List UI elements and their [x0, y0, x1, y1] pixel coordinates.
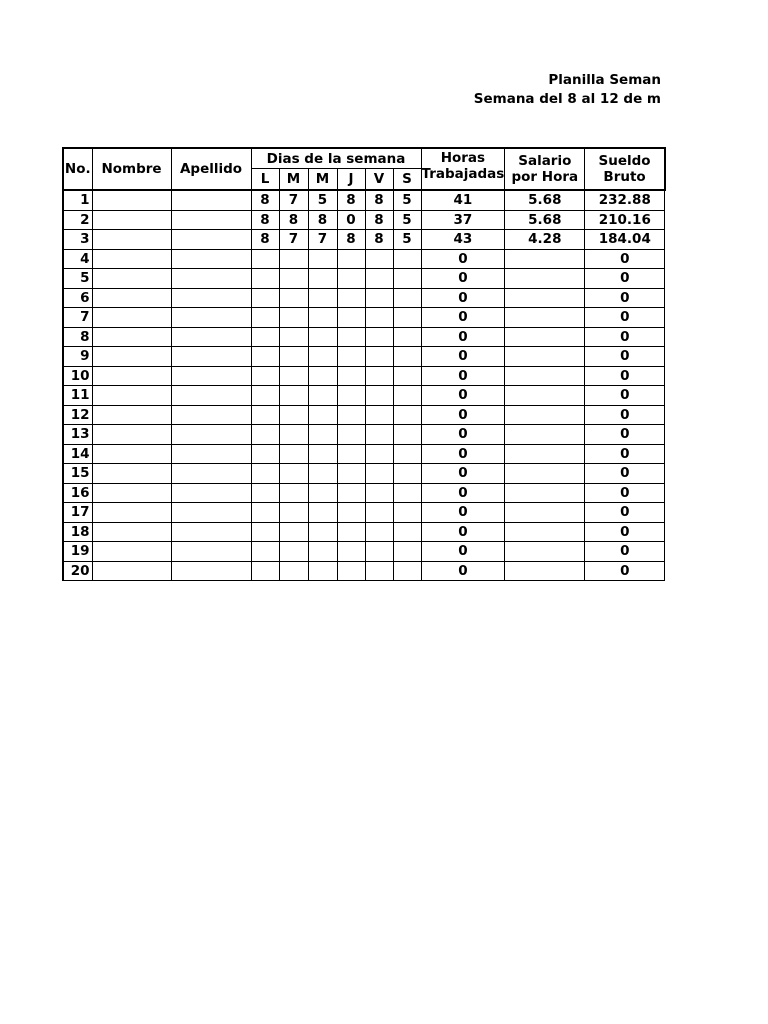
cell-day-lunes[interactable] [251, 425, 279, 445]
cell-day-viernes[interactable] [365, 483, 393, 503]
cell-nombre[interactable] [92, 522, 171, 542]
cell-day-martes[interactable] [279, 366, 308, 386]
cell-day-viernes[interactable] [365, 288, 393, 308]
cell-day-sabado[interactable] [393, 347, 421, 367]
table-row [63, 269, 665, 289]
cell-apellido[interactable] [171, 249, 251, 269]
cell-apellido[interactable] [171, 483, 251, 503]
cell-no: 20 [63, 561, 92, 581]
cell-apellido[interactable] [171, 405, 251, 425]
cell-day-jueves[interactable] [337, 249, 365, 269]
cell-day-martes[interactable] [279, 288, 308, 308]
cell-sueldo: 0 [585, 464, 665, 484]
cell-day-lunes[interactable] [251, 288, 279, 308]
cell-no: 16 [63, 483, 92, 503]
cell-day-viernes[interactable] [365, 269, 393, 289]
cell-salario[interactable] [505, 542, 585, 562]
table-row [63, 249, 665, 269]
cell-apellido[interactable] [171, 327, 251, 347]
cell-day-lunes[interactable] [251, 522, 279, 542]
cell-no: 6 [63, 288, 92, 308]
cell-horas: 0 [421, 405, 505, 425]
cell-salario[interactable] [505, 503, 585, 523]
table-row [63, 503, 665, 523]
cell-day-lunes[interactable] [251, 561, 279, 581]
cell-day-lunes[interactable] [251, 503, 279, 523]
cell-sueldo: 0 [585, 503, 665, 523]
cell-day-jueves[interactable] [337, 561, 365, 581]
cell-no: 7 [63, 308, 92, 328]
cell-day-viernes[interactable] [365, 405, 393, 425]
cell-nombre[interactable] [92, 444, 171, 464]
header-day-lunes: L [251, 169, 279, 191]
cell-apellido[interactable] [171, 561, 251, 581]
cell-no: 4 [63, 249, 92, 269]
cell-day-lunes[interactable] [251, 386, 279, 406]
cell-horas: 0 [421, 249, 505, 269]
cell-apellido[interactable] [171, 288, 251, 308]
cell-salario[interactable] [505, 288, 585, 308]
cell-apellido[interactable] [171, 542, 251, 562]
cell-day-martes[interactable] [279, 249, 308, 269]
cell-day-sabado[interactable] [393, 327, 421, 347]
cell-day-jueves[interactable] [337, 308, 365, 328]
cell-sueldo: 0 [585, 308, 665, 328]
table-row [63, 288, 665, 308]
cell-day-lunes[interactable] [251, 249, 279, 269]
cell-day-martes[interactable] [279, 425, 308, 445]
cell-no: 10 [63, 366, 92, 386]
cell-no: 11 [63, 386, 92, 406]
cell-salario[interactable] [505, 522, 585, 542]
cell-day-martes[interactable] [279, 308, 308, 328]
table-row [63, 405, 665, 425]
cell-apellido[interactable] [171, 347, 251, 367]
sheet-subtitle: Semana del 8 al 12 de m [473, 91, 661, 107]
table-row [63, 386, 665, 406]
cell-day-lunes[interactable] [251, 308, 279, 328]
cell-day-miercoles[interactable] [308, 542, 337, 562]
cell-day-sabado[interactable]: 5 [393, 230, 421, 250]
cell-day-miercoles[interactable] [308, 561, 337, 581]
table-row [63, 210, 665, 230]
cell-salario[interactable] [505, 483, 585, 503]
cell-day-sabado[interactable] [393, 561, 421, 581]
cell-day-martes[interactable] [279, 269, 308, 289]
cell-day-sabado[interactable] [393, 288, 421, 308]
cell-day-lunes[interactable] [251, 366, 279, 386]
cell-day-sabado[interactable]: 5 [393, 210, 421, 230]
cell-no: 9 [63, 347, 92, 367]
cell-day-sabado[interactable] [393, 522, 421, 542]
table-row [63, 542, 665, 562]
table-row [63, 425, 665, 445]
cell-sueldo: 184.04 [585, 230, 665, 250]
cell-horas: 0 [421, 444, 505, 464]
cell-no: 2 [63, 210, 92, 230]
cell-nombre[interactable] [92, 503, 171, 523]
cell-day-sabado[interactable] [393, 503, 421, 523]
cell-horas: 0 [421, 522, 505, 542]
table-row [63, 366, 665, 386]
cell-day-miercoles[interactable] [308, 327, 337, 347]
table-row [63, 308, 665, 328]
cell-day-sabado[interactable]: 5 [393, 190, 421, 210]
cell-day-viernes[interactable] [365, 366, 393, 386]
cell-day-miercoles[interactable] [308, 386, 337, 406]
cell-day-lunes[interactable] [251, 269, 279, 289]
sheet-title: Planilla Seman [548, 72, 661, 88]
cell-horas: 43 [421, 230, 505, 250]
cell-sueldo: 0 [585, 425, 665, 445]
cell-day-jueves[interactable] [337, 366, 365, 386]
cell-day-lunes[interactable] [251, 444, 279, 464]
cell-no: 17 [63, 503, 92, 523]
cell-no: 8 [63, 327, 92, 347]
cell-sueldo: 0 [585, 269, 665, 289]
cell-day-lunes[interactable] [251, 483, 279, 503]
cell-day-jueves[interactable] [337, 483, 365, 503]
cell-day-lunes[interactable] [251, 464, 279, 484]
cell-apellido[interactable] [171, 308, 251, 328]
payroll-table [62, 147, 666, 581]
header-day-miercoles: M [308, 169, 337, 191]
cell-apellido[interactable] [171, 425, 251, 445]
cell-sueldo: 0 [585, 366, 665, 386]
cell-sueldo: 232.88 [585, 190, 665, 210]
cell-day-martes[interactable] [279, 561, 308, 581]
cell-day-jueves[interactable] [337, 542, 365, 562]
cell-day-miercoles[interactable] [308, 405, 337, 425]
cell-horas: 37 [421, 210, 505, 230]
cell-apellido[interactable] [171, 230, 251, 250]
cell-horas: 0 [421, 366, 505, 386]
cell-nombre[interactable] [92, 366, 171, 386]
cell-day-sabado[interactable] [393, 405, 421, 425]
cell-nombre[interactable] [92, 542, 171, 562]
cell-sueldo: 0 [585, 386, 665, 406]
cell-day-martes[interactable] [279, 542, 308, 562]
cell-day-sabado[interactable] [393, 366, 421, 386]
cell-salario[interactable] [505, 249, 585, 269]
cell-day-miercoles[interactable] [308, 366, 337, 386]
cell-day-viernes[interactable] [365, 327, 393, 347]
cell-apellido[interactable] [171, 464, 251, 484]
cell-day-lunes[interactable] [251, 347, 279, 367]
cell-apellido[interactable] [171, 444, 251, 464]
cell-sueldo: 0 [585, 405, 665, 425]
cell-day-sabado[interactable] [393, 425, 421, 445]
cell-day-miercoles[interactable] [308, 269, 337, 289]
cell-sueldo: 0 [585, 561, 665, 581]
cell-day-miercoles[interactable] [308, 425, 337, 445]
table-row [63, 327, 665, 347]
cell-no: 15 [63, 464, 92, 484]
cell-sueldo: 0 [585, 327, 665, 347]
cell-day-lunes[interactable]: 8 [251, 210, 279, 230]
table-row [63, 561, 665, 581]
cell-day-sabado[interactable] [393, 542, 421, 562]
cell-nombre[interactable] [92, 190, 171, 210]
cell-day-lunes[interactable] [251, 327, 279, 347]
cell-day-jueves[interactable] [337, 405, 365, 425]
cell-nombre[interactable] [92, 327, 171, 347]
cell-sueldo: 0 [585, 522, 665, 542]
cell-apellido[interactable] [171, 386, 251, 406]
cell-sueldo: 210.16 [585, 210, 665, 230]
table-row [63, 522, 665, 542]
cell-day-jueves[interactable] [337, 386, 365, 406]
cell-day-jueves[interactable] [337, 425, 365, 445]
cell-day-viernes[interactable] [365, 503, 393, 523]
cell-horas: 0 [421, 425, 505, 445]
cell-salario[interactable]: 5.68 [505, 190, 585, 210]
cell-nombre[interactable] [92, 464, 171, 484]
cell-apellido[interactable] [171, 503, 251, 523]
cell-day-jueves[interactable]: 8 [337, 230, 365, 250]
cell-day-lunes[interactable]: 8 [251, 230, 279, 250]
cell-no: 18 [63, 522, 92, 542]
cell-day-martes[interactable] [279, 522, 308, 542]
cell-day-martes[interactable] [279, 405, 308, 425]
cell-day-jueves[interactable]: 8 [337, 190, 365, 210]
cell-day-martes[interactable]: 7 [279, 190, 308, 210]
cell-salario[interactable] [505, 425, 585, 445]
cell-nombre[interactable] [92, 483, 171, 503]
cell-day-miercoles[interactable] [308, 249, 337, 269]
cell-sueldo: 0 [585, 249, 665, 269]
cell-nombre[interactable] [92, 249, 171, 269]
cell-day-miercoles[interactable] [308, 444, 337, 464]
table-row [63, 444, 665, 464]
cell-day-lunes[interactable] [251, 542, 279, 562]
cell-day-martes[interactable] [279, 503, 308, 523]
cell-day-viernes[interactable] [365, 542, 393, 562]
cell-apellido[interactable] [171, 522, 251, 542]
cell-horas: 0 [421, 347, 505, 367]
header-day-martes: M [279, 169, 308, 191]
cell-horas: 41 [421, 190, 505, 210]
cell-day-viernes[interactable] [365, 464, 393, 484]
cell-day-martes[interactable] [279, 347, 308, 367]
table-row [63, 347, 665, 367]
cell-nombre[interactable] [92, 425, 171, 445]
cell-salario[interactable]: 4.28 [505, 230, 585, 250]
cell-nombre[interactable] [92, 230, 171, 250]
cell-day-viernes[interactable] [365, 347, 393, 367]
cell-no: 5 [63, 269, 92, 289]
header-horas: Horas Trabajadas [421, 148, 505, 190]
cell-no: 19 [63, 542, 92, 562]
cell-horas: 0 [421, 269, 505, 289]
cell-nombre[interactable] [92, 561, 171, 581]
cell-sueldo: 0 [585, 483, 665, 503]
cell-salario[interactable] [505, 366, 585, 386]
cell-day-jueves[interactable] [337, 444, 365, 464]
cell-salario[interactable] [505, 444, 585, 464]
cell-day-jueves[interactable] [337, 347, 365, 367]
cell-no: 1 [63, 190, 92, 210]
cell-salario[interactable]: 5.68 [505, 210, 585, 230]
cell-horas: 0 [421, 503, 505, 523]
cell-day-lunes[interactable]: 8 [251, 190, 279, 210]
cell-horas: 0 [421, 561, 505, 581]
cell-day-martes[interactable] [279, 483, 308, 503]
cell-nombre[interactable] [92, 210, 171, 230]
cell-day-viernes[interactable] [365, 522, 393, 542]
cell-day-martes[interactable]: 8 [279, 210, 308, 230]
cell-day-jueves[interactable] [337, 288, 365, 308]
cell-salario[interactable] [505, 561, 585, 581]
cell-horas: 0 [421, 308, 505, 328]
cell-horas: 0 [421, 386, 505, 406]
cell-day-martes[interactable] [279, 327, 308, 347]
header-dias: Dias de la semana [251, 148, 421, 169]
header-sueldo: Sueldo Bruto [585, 148, 665, 190]
cell-salario[interactable] [505, 405, 585, 425]
cell-apellido[interactable] [171, 269, 251, 289]
cell-sueldo: 0 [585, 542, 665, 562]
cell-day-jueves[interactable] [337, 522, 365, 542]
cell-day-miercoles[interactable] [308, 308, 337, 328]
cell-day-jueves[interactable] [337, 269, 365, 289]
cell-day-sabado[interactable] [393, 444, 421, 464]
cell-day-viernes[interactable]: 8 [365, 230, 393, 250]
cell-day-viernes[interactable]: 8 [365, 190, 393, 210]
table-row [63, 483, 665, 503]
cell-day-miercoles[interactable] [308, 464, 337, 484]
cell-no: 12 [63, 405, 92, 425]
cell-salario[interactable] [505, 327, 585, 347]
cell-day-sabado[interactable] [393, 386, 421, 406]
cell-day-martes[interactable]: 7 [279, 230, 308, 250]
cell-day-jueves[interactable] [337, 464, 365, 484]
cell-salario[interactable] [505, 464, 585, 484]
cell-day-viernes[interactable] [365, 425, 393, 445]
cell-salario[interactable] [505, 308, 585, 328]
header-day-viernes: V [365, 169, 393, 191]
cell-no: 14 [63, 444, 92, 464]
header-salario: Salario por Hora [505, 148, 585, 190]
cell-nombre[interactable] [92, 269, 171, 289]
cell-nombre[interactable] [92, 288, 171, 308]
cell-horas: 0 [421, 483, 505, 503]
cell-apellido[interactable] [171, 190, 251, 210]
cell-horas: 0 [421, 464, 505, 484]
cell-salario[interactable] [505, 347, 585, 367]
cell-day-viernes[interactable] [365, 249, 393, 269]
cell-day-sabado[interactable] [393, 269, 421, 289]
table-row [63, 230, 665, 250]
cell-day-viernes[interactable] [365, 444, 393, 464]
cell-day-sabado[interactable] [393, 249, 421, 269]
cell-day-miercoles[interactable]: 8 [308, 210, 337, 230]
cell-salario[interactable] [505, 386, 585, 406]
cell-day-miercoles[interactable] [308, 347, 337, 367]
cell-horas: 0 [421, 288, 505, 308]
cell-day-miercoles[interactable] [308, 483, 337, 503]
header-day-jueves: J [337, 169, 365, 191]
cell-sueldo: 0 [585, 288, 665, 308]
cell-nombre[interactable] [92, 405, 171, 425]
cell-day-martes[interactable] [279, 386, 308, 406]
cell-day-viernes[interactable] [365, 386, 393, 406]
cell-day-miercoles[interactable]: 7 [308, 230, 337, 250]
cell-day-martes[interactable] [279, 444, 308, 464]
cell-day-sabado[interactable] [393, 464, 421, 484]
header-nombre: Nombre [92, 148, 171, 190]
cell-no: 3 [63, 230, 92, 250]
cell-apellido[interactable] [171, 366, 251, 386]
cell-apellido[interactable] [171, 210, 251, 230]
cell-nombre[interactable] [92, 386, 171, 406]
cell-day-martes[interactable] [279, 464, 308, 484]
cell-day-miercoles[interactable] [308, 288, 337, 308]
cell-day-viernes[interactable]: 8 [365, 210, 393, 230]
table-row [63, 464, 665, 484]
cell-day-sabado[interactable] [393, 483, 421, 503]
cell-salario[interactable] [505, 269, 585, 289]
cell-horas: 0 [421, 327, 505, 347]
header-no: No. [63, 148, 92, 190]
header-apellido: Apellido [171, 148, 251, 190]
cell-nombre[interactable] [92, 347, 171, 367]
cell-day-jueves[interactable] [337, 503, 365, 523]
table-row [63, 190, 665, 210]
cell-day-viernes[interactable] [365, 561, 393, 581]
cell-day-miercoles[interactable]: 5 [308, 190, 337, 210]
cell-day-viernes[interactable] [365, 308, 393, 328]
cell-nombre[interactable] [92, 308, 171, 328]
title-block [380, 68, 661, 110]
cell-day-lunes[interactable] [251, 405, 279, 425]
cell-no: 13 [63, 425, 92, 445]
cell-sueldo: 0 [585, 347, 665, 367]
cell-horas: 0 [421, 542, 505, 562]
cell-day-sabado[interactable] [393, 308, 421, 328]
cell-day-jueves[interactable] [337, 327, 365, 347]
cell-day-miercoles[interactable] [308, 503, 337, 523]
cell-day-jueves[interactable]: 0 [337, 210, 365, 230]
cell-day-miercoles[interactable] [308, 522, 337, 542]
header-day-sabado: S [393, 169, 421, 191]
cell-sueldo: 0 [585, 444, 665, 464]
